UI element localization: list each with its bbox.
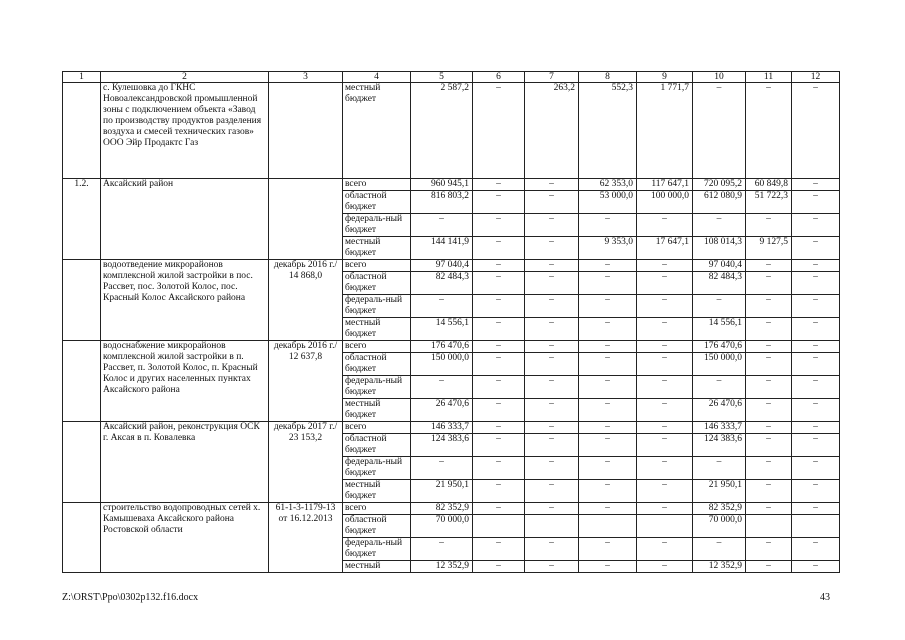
amount-cell — [525, 515, 579, 538]
amount-cell: – — [579, 434, 637, 457]
amount-cell: – — [746, 561, 792, 573]
column-number: 9 — [637, 72, 693, 83]
amount-cell: – — [525, 260, 579, 272]
amount-cell: 26 470,6 — [411, 399, 473, 422]
amount-cell: 146 333,7 — [411, 422, 473, 434]
amount-cell: – — [746, 538, 792, 561]
amount-cell: – — [525, 561, 579, 573]
amount-cell: 146 333,7 — [693, 422, 746, 434]
amount-cell: 14 556,1 — [693, 318, 746, 341]
amount-cell: 17 647,1 — [637, 237, 693, 260]
amount-cell: – — [693, 376, 746, 399]
amount-cell: – — [473, 503, 525, 515]
amount-cell: – — [637, 272, 693, 295]
funding-source: всего — [343, 503, 411, 515]
amount-cell: – — [792, 422, 840, 434]
amount-cell: – — [579, 295, 637, 318]
amount-cell: – — [525, 295, 579, 318]
amount-cell: – — [579, 399, 637, 422]
amount-cell: – — [525, 353, 579, 376]
funding-source: областной бюджет — [343, 434, 411, 457]
amount-cell: – — [792, 295, 840, 318]
funding-source: областной бюджет — [343, 515, 411, 538]
amount-cell: – — [525, 376, 579, 399]
object-name: Аксайский район, реконструкция ОСК г. Аксая в п. Ковалевка — [101, 422, 269, 503]
amount-cell: – — [473, 179, 525, 191]
amount-cell: – — [473, 561, 525, 573]
funding-source: федераль-ный бюджет — [343, 457, 411, 480]
funding-source: федераль-ный бюджет — [343, 376, 411, 399]
amount-cell: – — [792, 480, 840, 503]
amount-cell: 720 095,2 — [693, 179, 746, 191]
amount-cell: – — [693, 295, 746, 318]
amount-cell: – — [411, 538, 473, 561]
amount-cell: – — [746, 399, 792, 422]
column-number: 12 — [792, 72, 840, 83]
amount-cell: – — [473, 434, 525, 457]
amount-cell: 552,3 — [579, 83, 637, 179]
amount-cell: – — [579, 561, 637, 573]
amount-cell: – — [525, 191, 579, 214]
amount-cell: 60 849,8 — [746, 179, 792, 191]
amount-cell: 1 771,7 — [637, 83, 693, 179]
funding-source: местный бюджет — [343, 318, 411, 341]
amount-cell: – — [579, 538, 637, 561]
amount-cell: – — [637, 399, 693, 422]
amount-cell: – — [473, 191, 525, 214]
deadline-capacity: декабрь 2017 г./ 23 153,2 — [269, 422, 343, 503]
amount-cell: – — [473, 480, 525, 503]
amount-cell: 62 353,0 — [579, 179, 637, 191]
amount-cell: – — [473, 538, 525, 561]
funding-source: областной бюджет — [343, 272, 411, 295]
amount-cell: – — [579, 318, 637, 341]
object-name: строительство водопроводных сетей х. Камышеваха Аксайского района Ростовской области — [101, 503, 269, 573]
amount-cell: 100 000,0 — [637, 191, 693, 214]
amount-cell: – — [525, 399, 579, 422]
amount-cell: – — [637, 376, 693, 399]
funding-source: местный бюджет — [343, 399, 411, 422]
amount-cell: – — [693, 83, 746, 179]
amount-cell: 70 000,0 — [411, 515, 473, 538]
amount-cell: – — [746, 214, 792, 237]
amount-cell: 21 950,1 — [411, 480, 473, 503]
amount-cell: – — [693, 457, 746, 480]
amount-cell: – — [746, 503, 792, 515]
amount-cell: – — [746, 434, 792, 457]
item-number — [63, 503, 101, 573]
column-number: 10 — [693, 72, 746, 83]
amount-cell: – — [525, 272, 579, 295]
amount-cell: – — [637, 341, 693, 353]
amount-cell: – — [746, 83, 792, 179]
amount-cell: – — [746, 318, 792, 341]
amount-cell: – — [792, 538, 840, 561]
amount-cell: 12 352,9 — [411, 561, 473, 573]
amount-cell: 70 000,0 — [693, 515, 746, 538]
item-number — [63, 341, 101, 422]
amount-cell — [792, 515, 840, 538]
amount-cell: 124 383,6 — [693, 434, 746, 457]
amount-cell: – — [792, 272, 840, 295]
amount-cell — [579, 515, 637, 538]
item-number — [63, 83, 101, 179]
column-number: 11 — [746, 72, 792, 83]
amount-cell: – — [693, 538, 746, 561]
document-file-path: Z:\ORST\Ppo\0302p132.f16.docx — [62, 592, 199, 603]
amount-cell: – — [473, 237, 525, 260]
column-number: 2 — [101, 72, 269, 83]
amount-cell: 53 000,0 — [579, 191, 637, 214]
funding-source: всего — [343, 179, 411, 191]
amount-cell: – — [792, 83, 840, 179]
amount-cell: – — [792, 341, 840, 353]
amount-cell: – — [579, 353, 637, 376]
amount-cell: – — [792, 353, 840, 376]
amount-cell: – — [411, 214, 473, 237]
deadline-capacity: 61-1-3-1179-13 от 16.12.2013 — [269, 503, 343, 573]
amount-cell: – — [579, 457, 637, 480]
amount-cell: 9 353,0 — [579, 237, 637, 260]
funding-source: всего — [343, 422, 411, 434]
amount-cell: – — [525, 434, 579, 457]
amount-cell: – — [637, 295, 693, 318]
deadline-capacity — [269, 179, 343, 260]
amount-cell: – — [792, 260, 840, 272]
amount-cell: – — [792, 191, 840, 214]
amount-cell: – — [746, 341, 792, 353]
amount-cell: – — [792, 503, 840, 515]
table-row — [63, 83, 840, 179]
amount-cell: 117 647,1 — [637, 179, 693, 191]
amount-cell: 150 000,0 — [693, 353, 746, 376]
column-number: 4 — [343, 72, 411, 83]
amount-cell: 816 803,2 — [411, 191, 473, 214]
amount-cell: – — [792, 457, 840, 480]
column-number: 3 — [269, 72, 343, 83]
table-row — [63, 341, 840, 353]
funding-source: местный бюджет — [343, 83, 411, 179]
amount-cell: – — [473, 295, 525, 318]
amount-cell: – — [525, 318, 579, 341]
amount-cell: – — [473, 214, 525, 237]
amount-cell: – — [746, 295, 792, 318]
table-row — [63, 260, 840, 272]
amount-cell: – — [792, 434, 840, 457]
funding-source: федераль-ный бюджет — [343, 214, 411, 237]
amount-cell: 97 040,4 — [411, 260, 473, 272]
amount-cell: – — [411, 457, 473, 480]
object-name: водоснабжение микрорайонов комплексной жилой застройки в п. Рассвет, п. Золотой Колос, п. Красный Колос и других населенных пунктах Аксайского района — [101, 341, 269, 422]
amount-cell: – — [746, 272, 792, 295]
amount-cell: – — [525, 179, 579, 191]
budget-table — [62, 71, 840, 573]
deadline-capacity: декабрь 2016 г./ 12 637,8 — [269, 341, 343, 422]
item-number — [63, 422, 101, 503]
amount-cell: – — [473, 399, 525, 422]
deadline-capacity — [269, 83, 343, 179]
amount-cell: – — [792, 318, 840, 341]
item-number: 1.2. — [63, 179, 101, 260]
amount-cell: 2 587,2 — [411, 83, 473, 179]
amount-cell: – — [473, 341, 525, 353]
amount-cell: 150 000,0 — [411, 353, 473, 376]
amount-cell: – — [525, 237, 579, 260]
amount-cell — [746, 515, 792, 538]
amount-cell: – — [746, 260, 792, 272]
amount-cell: 82 484,3 — [411, 272, 473, 295]
object-name: водоотведение микрорайонов комплексной жилой застройки в пос. Рассвет, пос. Золотой Колос, пос. Красный Колос Аксайского района — [101, 260, 269, 341]
amount-cell: – — [473, 457, 525, 480]
funding-source: местный бюджет — [343, 480, 411, 503]
object-name: Аксайский район — [101, 179, 269, 260]
amount-cell: – — [792, 237, 840, 260]
amount-cell: – — [637, 538, 693, 561]
amount-cell: – — [746, 376, 792, 399]
object-name: с. Кулешовка до ГКНС Новоалександровской промышленной зоны с подключением объекта «Завод по производству продуктов разделения воздуха и смесей технических газов» ООО Эйр Продактс Газ — [101, 83, 269, 179]
amount-cell: 144 141,9 — [411, 237, 473, 260]
amount-cell: – — [525, 214, 579, 237]
amount-cell: – — [525, 457, 579, 480]
amount-cell: – — [792, 561, 840, 573]
amount-cell: 612 080,9 — [693, 191, 746, 214]
amount-cell: – — [746, 457, 792, 480]
amount-cell: – — [473, 83, 525, 179]
amount-cell: – — [637, 260, 693, 272]
column-number: 7 — [525, 72, 579, 83]
amount-cell: – — [473, 272, 525, 295]
column-number: 6 — [473, 72, 525, 83]
funding-source: федераль-ный бюджет — [343, 538, 411, 561]
column-number-row — [63, 72, 840, 83]
table-row — [63, 503, 840, 515]
amount-cell — [637, 515, 693, 538]
amount-cell: – — [792, 214, 840, 237]
amount-cell: – — [525, 503, 579, 515]
funding-source: местный — [343, 561, 411, 573]
amount-cell: 97 040,4 — [693, 260, 746, 272]
funding-source: всего — [343, 260, 411, 272]
amount-cell: – — [579, 272, 637, 295]
amount-cell: 51 722,3 — [746, 191, 792, 214]
amount-cell: – — [637, 561, 693, 573]
amount-cell: 176 470,6 — [411, 341, 473, 353]
amount-cell: – — [525, 422, 579, 434]
amount-cell: 82 484,3 — [693, 272, 746, 295]
funding-source: всего — [343, 341, 411, 353]
table-row — [63, 422, 840, 434]
table-row — [63, 179, 840, 191]
amount-cell: 124 383,6 — [411, 434, 473, 457]
amount-cell: – — [473, 260, 525, 272]
amount-cell: 12 352,9 — [693, 561, 746, 573]
amount-cell: 26 470,6 — [693, 399, 746, 422]
amount-cell: 263,2 — [525, 83, 579, 179]
deadline-capacity: декабрь 2016 г./ 14 868,0 — [269, 260, 343, 341]
amount-cell: – — [746, 353, 792, 376]
amount-cell: – — [473, 318, 525, 341]
amount-cell: 9 127,5 — [746, 237, 792, 260]
amount-cell: – — [525, 480, 579, 503]
amount-cell: – — [792, 179, 840, 191]
amount-cell: 82 352,9 — [411, 503, 473, 515]
amount-cell: – — [637, 457, 693, 480]
amount-cell: – — [473, 376, 525, 399]
amount-cell: – — [637, 434, 693, 457]
amount-cell: – — [637, 214, 693, 237]
column-number: 8 — [579, 72, 637, 83]
item-number — [63, 260, 101, 341]
funding-source: местный бюджет — [343, 237, 411, 260]
amount-cell: – — [746, 422, 792, 434]
amount-cell: – — [579, 503, 637, 515]
funding-source: областной бюджет — [343, 191, 411, 214]
amount-cell: – — [693, 214, 746, 237]
amount-cell: – — [792, 399, 840, 422]
amount-cell: – — [579, 422, 637, 434]
amount-cell: – — [525, 341, 579, 353]
amount-cell — [473, 515, 525, 538]
amount-cell: – — [579, 341, 637, 353]
amount-cell: 176 470,6 — [693, 341, 746, 353]
amount-cell: – — [637, 480, 693, 503]
funding-source: федераль-ный бюджет — [343, 295, 411, 318]
amount-cell: – — [637, 503, 693, 515]
amount-cell: – — [579, 214, 637, 237]
amount-cell: 82 352,9 — [693, 503, 746, 515]
amount-cell: – — [637, 318, 693, 341]
amount-cell: – — [579, 376, 637, 399]
amount-cell: – — [525, 538, 579, 561]
amount-cell: 21 950,1 — [693, 480, 746, 503]
funding-source: областной бюджет — [343, 353, 411, 376]
amount-cell: – — [473, 422, 525, 434]
amount-cell: – — [746, 480, 792, 503]
amount-cell: 108 014,3 — [693, 237, 746, 260]
page-number: 43 — [820, 592, 830, 603]
amount-cell: – — [792, 376, 840, 399]
amount-cell: – — [637, 353, 693, 376]
amount-cell: – — [579, 480, 637, 503]
column-number: 1 — [63, 72, 101, 83]
amount-cell: – — [579, 260, 637, 272]
amount-cell: – — [411, 376, 473, 399]
amount-cell: 14 556,1 — [411, 318, 473, 341]
amount-cell: – — [411, 295, 473, 318]
amount-cell: – — [637, 422, 693, 434]
amount-cell: 960 945,1 — [411, 179, 473, 191]
amount-cell: – — [473, 353, 525, 376]
column-number: 5 — [411, 72, 473, 83]
